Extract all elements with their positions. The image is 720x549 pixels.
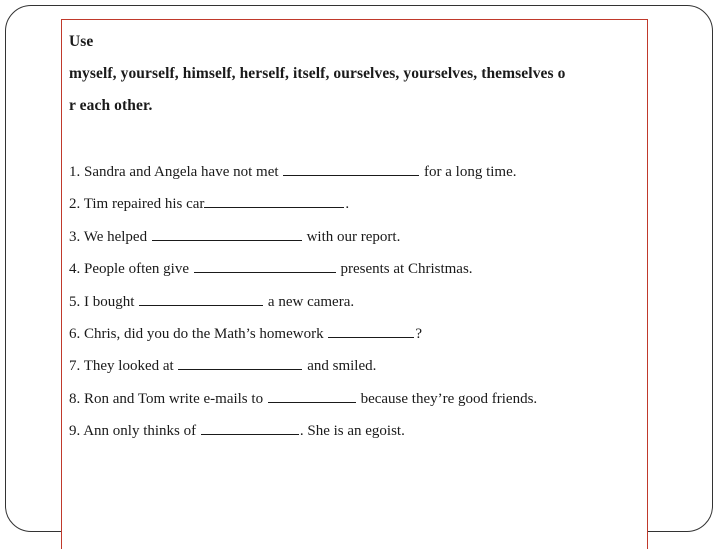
exercise-item (69, 162, 644, 194)
answer-blank[interactable] (268, 389, 356, 403)
exercise-item (69, 259, 644, 291)
exercise-text-before: They looked at (83, 358, 174, 375)
instruction-line-3: r each other. (69, 97, 153, 114)
exercise-number: 7. (69, 358, 81, 375)
exercise-number: 9. (69, 423, 81, 440)
exercise-number: 4. (69, 261, 81, 278)
exercise-text-after: a new camera. (267, 293, 355, 310)
exercise-text-before: Ron and Tom write e-mails to (84, 390, 264, 407)
exercise-text-after: ? (415, 325, 422, 342)
exercise-text-before: Chris, did you do the Math’s homework (84, 325, 324, 342)
exercise-item (69, 389, 644, 421)
exercise-text-after: with our report. (306, 228, 401, 245)
exercise-text-after: for a long time. (424, 164, 517, 180)
exercise-text-after: . She is an egoist. (299, 423, 405, 440)
exercise-item (69, 227, 644, 259)
exercise-number: 5. (69, 293, 81, 310)
exercise-number: 2. (69, 196, 81, 213)
answer-blank[interactable] (152, 227, 302, 241)
exercise-item (69, 194, 644, 226)
exercise-text-after: . (345, 196, 350, 213)
exercise-item (69, 421, 644, 453)
exercise-number: 6. (69, 325, 81, 342)
exercise-text-after: because they’re good friends. (360, 390, 538, 407)
exercise-text-after: and smiled. (307, 358, 377, 375)
exercise-item (69, 356, 644, 388)
exercise-number: 1. (69, 164, 81, 180)
exercise-item (69, 324, 644, 356)
exercise-text-before: We helped (83, 228, 148, 245)
answer-blank[interactable] (204, 194, 344, 208)
answer-blank[interactable] (328, 324, 414, 338)
answer-blank[interactable] (201, 421, 299, 435)
exercise-number: 3. (69, 228, 81, 245)
answer-blank[interactable] (283, 162, 419, 176)
answer-blank[interactable] (178, 356, 302, 370)
exercise-text-before: People often give (84, 261, 189, 278)
instruction-line-2: myself, yourself, himself, herself, itself, ourselves, yourselves, themselves o (69, 65, 566, 82)
exercise-text-after: presents at Christmas. (340, 261, 473, 278)
exercise-item (69, 292, 644, 324)
instruction-line-1: Use (69, 33, 94, 50)
answer-blank[interactable] (194, 259, 336, 273)
exercise-list (69, 162, 644, 454)
exercise-text-before: Sandra and Angela have not met (84, 164, 279, 180)
answer-blank[interactable] (139, 292, 263, 306)
exercise-text-before: Tim repaired his car (83, 196, 205, 213)
exercise-number: 8. (69, 390, 81, 407)
exercise-text-before: Ann only thinks of (83, 423, 197, 440)
exercise-text-before: I bought (84, 293, 135, 310)
